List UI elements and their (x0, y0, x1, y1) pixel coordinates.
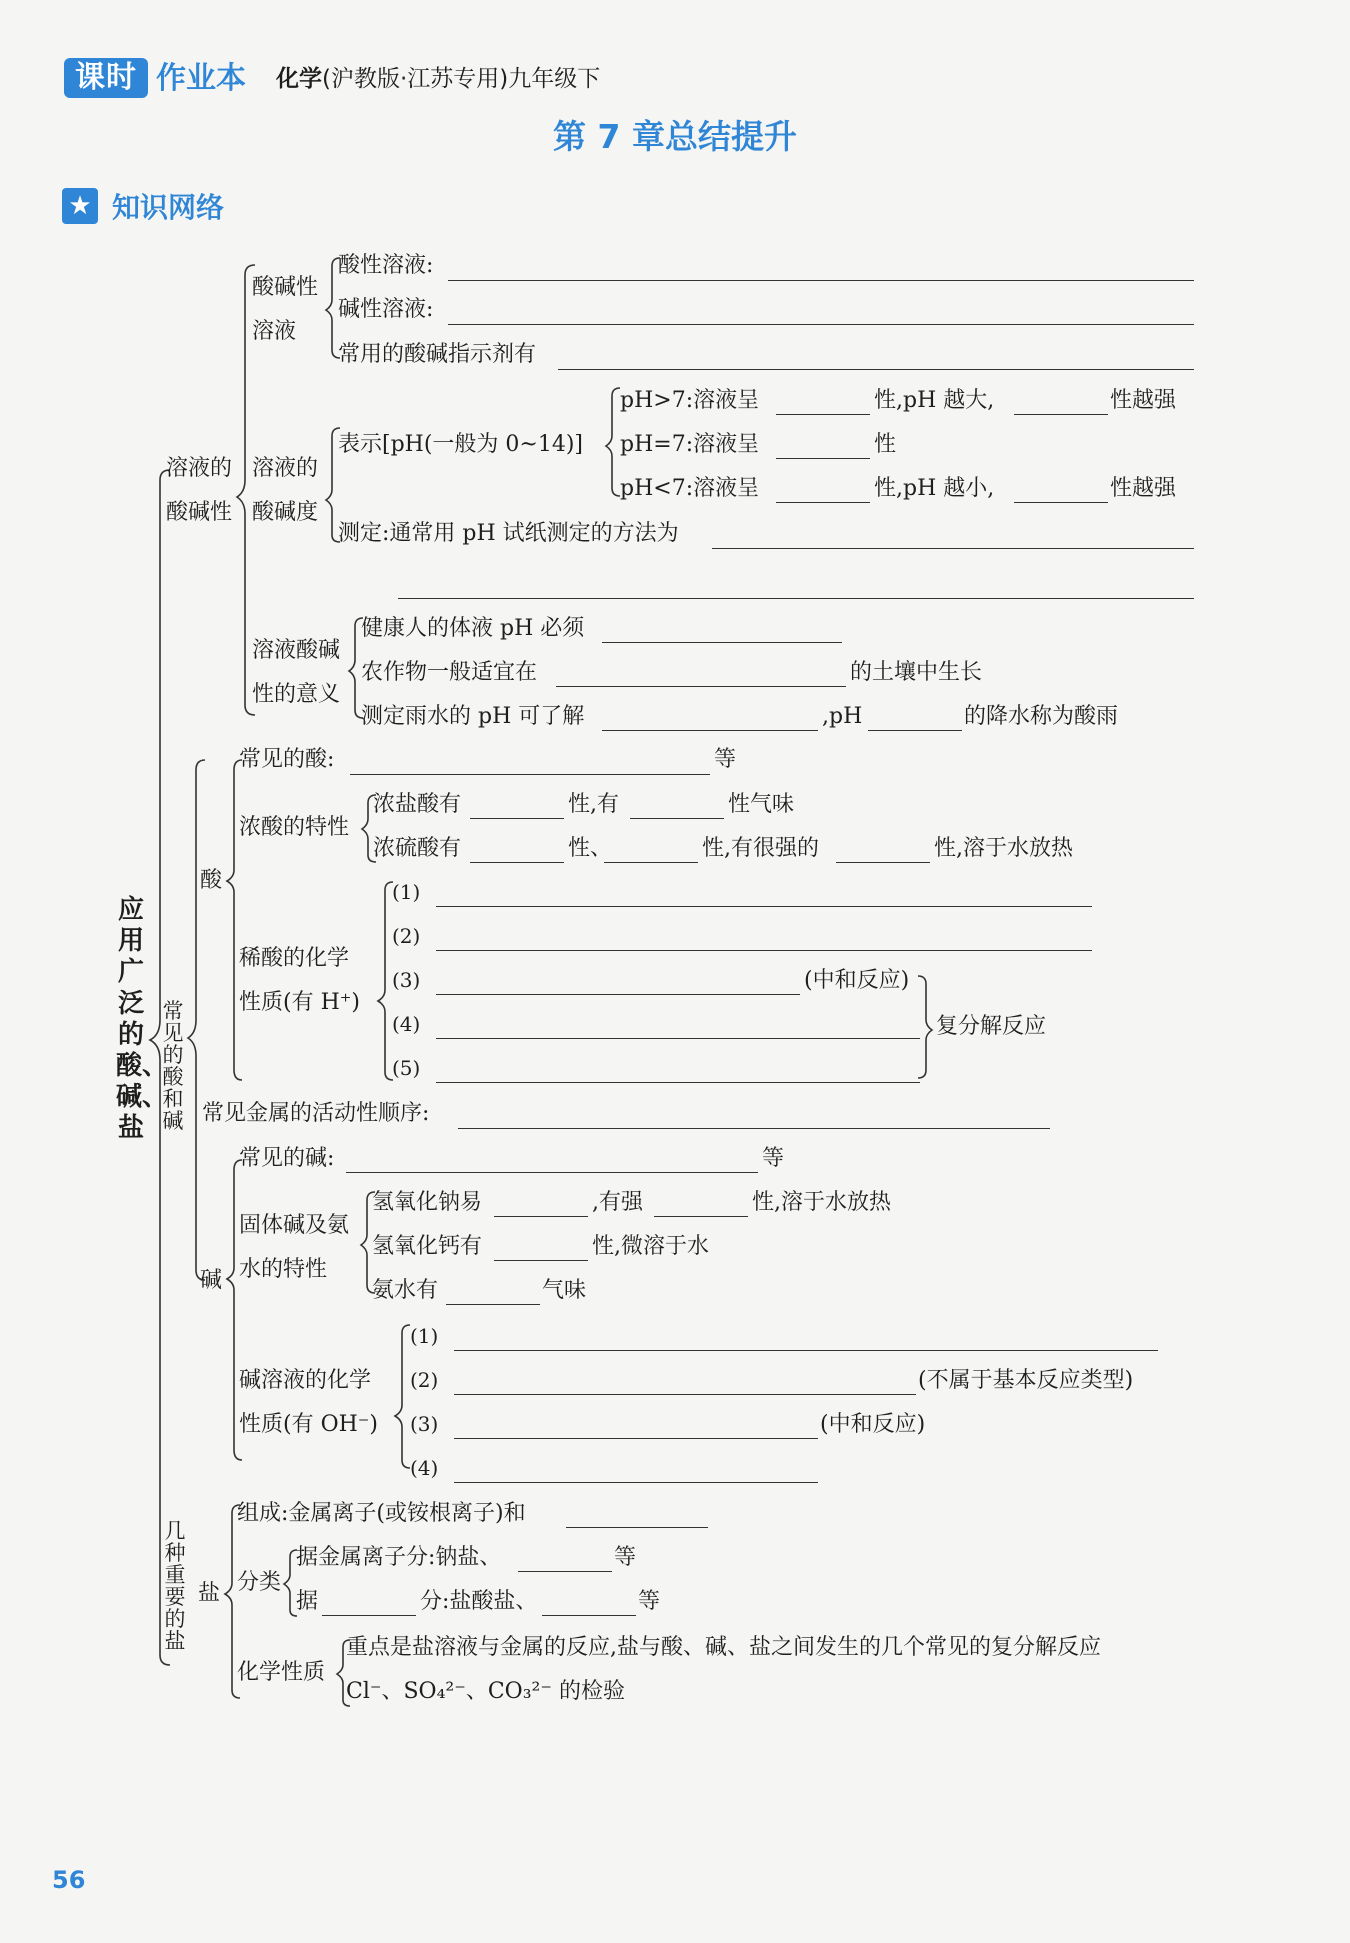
base-prop-3-blank[interactable] (454, 1438, 818, 1439)
salt-class-metal-blank[interactable] (518, 1571, 612, 1572)
s1b-title-2: 酸碱度 (252, 500, 319, 525)
ph-gt-end: 性越强 (1110, 388, 1177, 413)
s1a-title-1: 酸碱性 (252, 275, 319, 300)
acid-solution-label: 酸性溶液: (338, 253, 434, 278)
ph-measure-label: 测定:通常用 pH 试纸测定的方法为 (338, 521, 679, 546)
h2so4-end: 性,溶于水放热 (934, 836, 1073, 861)
activity-blank[interactable] (458, 1128, 1050, 1129)
salt-chem-line-1: 重点是盐溶液与金属的反应,盐与酸、碱、盐之间发生的几个常见的复分解反应 (346, 1635, 1101, 1660)
s1c-title-2: 性的意义 (252, 682, 341, 707)
acid-prop-2-num: (2) (392, 924, 421, 948)
salt-class-metal-end: 等 (614, 1545, 637, 1570)
conc-acid-title: 浓酸的特性 (239, 815, 350, 840)
base-chem-title-1: 碱溶液的化学 (239, 1368, 372, 1393)
naoh-end: 性,溶于水放热 (752, 1190, 891, 1215)
star-icon: ★ (62, 188, 98, 224)
solid-base-title-2: 水的特性 (239, 1257, 328, 1282)
salt-class-acid-end: 等 (638, 1589, 661, 1614)
edition: (沪教版·江苏专用)九年级下 (322, 66, 601, 92)
base-chem-title-2: 性质(有 OH⁻) (239, 1412, 378, 1437)
s1-title-2: 酸碱性 (166, 500, 233, 525)
caoh-blank[interactable] (494, 1260, 588, 1261)
indicator-blank[interactable] (558, 369, 1194, 370)
ph-lt-label: pH<7:溶液呈 (620, 476, 760, 501)
indicator-label: 常用的酸碱指示剂有 (338, 342, 537, 367)
s2-title: 常见的酸和碱 (162, 999, 184, 1134)
dilute-acid-title-1: 稀酸的化学 (239, 946, 350, 971)
base-not-basic-note: (不属于基本反应类型) (918, 1368, 1134, 1393)
base-title: 碱 (200, 1268, 223, 1293)
salt-chem-title: 化学性质 (237, 1660, 326, 1685)
acid-prop-4-num: (4) (392, 1012, 421, 1036)
ph-eq-label: pH=7:溶液呈 (620, 432, 760, 457)
base-prop-3-num: (3) (410, 1412, 439, 1436)
chapter-title: 第 7 章总结提升 (553, 117, 797, 156)
base-prop-2-num: (2) (410, 1368, 439, 1392)
common-acid-blank[interactable] (350, 774, 710, 775)
s3-title: 几种重要的盐 (164, 1519, 186, 1654)
hcl-blank-2[interactable] (630, 818, 724, 819)
salt-composition-label: 组成:金属离子(或铵根离子)和 (237, 1501, 526, 1526)
salt-class-acid-label: 据 (296, 1589, 319, 1614)
naoh-mid: ,有强 (592, 1190, 643, 1215)
hcl-blank-1[interactable] (470, 818, 564, 819)
common-acid-end: 等 (714, 747, 737, 772)
logo: 课时 (64, 58, 148, 98)
acid-prop-4-blank[interactable] (436, 1038, 920, 1039)
ph-lt-mid: 性,pH 越小, (874, 476, 995, 501)
acid-prop-5-blank[interactable] (436, 1082, 920, 1083)
acid-prop-1-num: (1) (392, 880, 421, 904)
acid-solution-blank[interactable] (448, 280, 1194, 281)
base-solution-blank[interactable] (448, 324, 1194, 325)
double-decomposition-note: 复分解反应 (936, 1014, 1047, 1039)
salt-class-title: 分类 (237, 1570, 282, 1595)
salt-class-acid-blank-2[interactable] (542, 1615, 636, 1616)
rain-blank-1[interactable] (602, 730, 818, 731)
base-prop-4-num: (4) (410, 1456, 439, 1480)
h2so4-label: 浓硫酸有 (373, 836, 462, 861)
naoh-label: 氢氧化钠易 (372, 1190, 483, 1215)
ph-gt-blank-2[interactable] (1014, 414, 1108, 415)
nh3-blank[interactable] (446, 1304, 540, 1305)
h2so4-blank-2[interactable] (604, 862, 698, 863)
health-ph-label: 健康人的体液 pH 必须 (361, 616, 585, 641)
hcl-mid: 性,有 (568, 792, 619, 817)
base-prop-1-num: (1) (410, 1324, 439, 1348)
h2so4-blank-1[interactable] (470, 862, 564, 863)
ph-measure-blank-1[interactable] (712, 548, 1194, 549)
ph-gt-label: pH>7:溶液呈 (620, 388, 760, 413)
ph-lt-end: 性越强 (1110, 476, 1177, 501)
health-ph-blank[interactable] (602, 642, 842, 643)
nh3-end: 气味 (542, 1278, 587, 1303)
h2so4-blank-3[interactable] (836, 862, 930, 863)
page-number: 56 (52, 1866, 86, 1894)
rain-blank-2[interactable] (868, 730, 962, 731)
acid-neutral-note: (中和反应) (804, 968, 910, 993)
common-base-end: 等 (762, 1146, 785, 1171)
ph-express-label: 表示[pH(一般为 0~14)] (338, 432, 584, 457)
rain-mid: ,pH (822, 704, 863, 729)
acid-prop-2-blank[interactable] (436, 950, 1092, 951)
ph-eq-end: 性 (874, 432, 897, 457)
hcl-end: 性气味 (728, 792, 795, 817)
common-base-label: 常见的碱: (239, 1146, 335, 1171)
h2so4-mid-2: 性,有很强的 (702, 836, 819, 861)
caoh-label: 氢氧化钙有 (372, 1234, 483, 1259)
solid-base-title-1: 固体碱及氨 (239, 1213, 350, 1238)
root-title: 应用广泛的酸、碱、盐 (116, 895, 169, 1144)
rain-end: 的降水称为酸雨 (964, 704, 1119, 729)
base-neutral-note: (中和反应) (820, 1412, 926, 1437)
s1b-title-1: 溶液的 (252, 456, 319, 481)
naoh-blank-1[interactable] (494, 1216, 588, 1217)
crop-end: 的土壤中生长 (850, 660, 983, 685)
acid-prop-5-num: (5) (392, 1056, 421, 1080)
s1a-title-2: 溶液 (252, 319, 297, 344)
acid-prop-1-blank[interactable] (436, 906, 1092, 907)
acid-title: 酸 (200, 868, 223, 893)
salt-composition-blank[interactable] (566, 1527, 708, 1528)
acid-prop-3-num: (3) (392, 968, 421, 992)
salt-title: 盐 (198, 1581, 221, 1606)
crop-label: 农作物一般适宜在 (361, 660, 538, 685)
base-prop-2-blank[interactable] (454, 1394, 916, 1395)
crop-blank[interactable] (556, 686, 846, 687)
base-solution-label: 碱性溶液: (338, 297, 434, 322)
rain-label: 测定雨水的 pH 可了解 (361, 704, 585, 729)
hcl-label: 浓盐酸有 (373, 792, 462, 817)
subject: 化学 (276, 66, 322, 92)
nh3-label: 氨水有 (372, 1278, 439, 1303)
ph-lt-blank-1[interactable] (776, 502, 870, 503)
naoh-blank-2[interactable] (654, 1216, 748, 1217)
base-prop-1-blank[interactable] (454, 1350, 1158, 1351)
salt-chem-line-2: Cl⁻、SO₄²⁻、CO₃²⁻ 的检验 (346, 1679, 625, 1704)
ph-lt-blank-2[interactable] (1014, 502, 1108, 503)
h2so4-mid-1: 性、 (568, 836, 613, 861)
ph-eq-blank[interactable] (776, 458, 870, 459)
s1-title-1: 溶液的 (166, 456, 233, 481)
ph-measure-blank-2[interactable] (398, 598, 1194, 599)
section-title: 知识网络 (112, 191, 225, 224)
caoh-end: 性,微溶于水 (592, 1234, 709, 1259)
base-prop-4-blank[interactable] (454, 1482, 818, 1483)
salt-class-acid-blank-1[interactable] (322, 1615, 416, 1616)
activity-label: 常见金属的活动性顺序: (202, 1101, 430, 1126)
ph-gt-mid: 性,pH 越大, (874, 388, 995, 413)
book-title: 作业本 (156, 61, 246, 96)
common-acid-label: 常见的酸: (239, 747, 335, 772)
common-base-blank[interactable] (346, 1172, 758, 1173)
salt-class-acid-mid: 分:盐酸盐、 (420, 1589, 538, 1614)
ph-gt-blank-1[interactable] (776, 414, 870, 415)
s1c-title-1: 溶液酸碱 (252, 638, 341, 663)
dilute-acid-title-2: 性质(有 H⁺) (239, 990, 360, 1015)
acid-prop-3-blank[interactable] (436, 994, 800, 995)
salt-class-metal-label: 据金属离子分:钠盐、 (296, 1545, 502, 1570)
